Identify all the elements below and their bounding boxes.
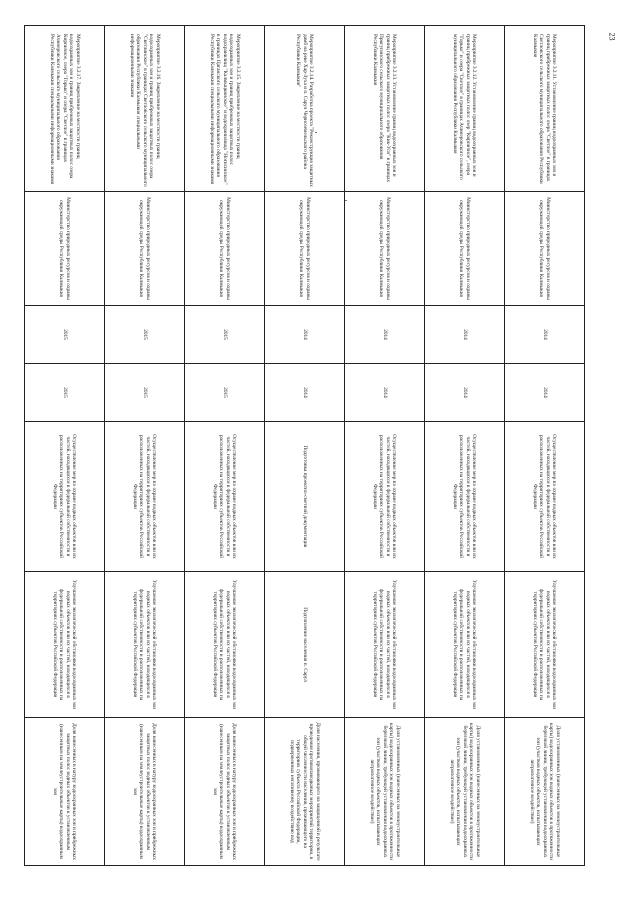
start-year-cell: 2014 xyxy=(265,306,345,364)
table-row xyxy=(265,26,345,866)
indicator-cell: Доля нанесенных в натуру водоохранных зон и прибрежных защитных полос водных объектов к установленным (нанесенным на землеустроительные карты) водоохранным зон xyxy=(25,718,105,866)
content-cell: Осуществление мер по охране водных объектов или их частей, находящихся в федеральной собственности и расположенных на территориях субъектов Российской Федерации xyxy=(425,422,505,572)
measure-cell: Мероприятие 3.2.17. Закрепление на местности границ водоохранных зон и границ прибрежных защитных полос озера Кирпичное, озера "Горько" и озера "Светлое" в границах Ачинеровского сельского муниципального образования Республики Калмыкия специальными информационными знаками xyxy=(25,26,105,192)
table-row xyxy=(505,26,585,866)
end-year-cell: 2014 xyxy=(425,364,505,422)
table-row xyxy=(25,26,105,866)
start-year-cell: 2014 xyxy=(425,306,505,364)
result-cell: Подтопление населения п. Сарул xyxy=(265,572,345,718)
content-cell: Подготовка проектно-сметной документации xyxy=(265,422,345,572)
result-cell: Улучшение экологической обстановки водоохранных зон водных объектов или их частей, находящихся в федеральной собственности и расположенных на территориях субъектов Российской Федерации xyxy=(425,572,505,718)
end-year-cell: 2015 xyxy=(25,364,105,422)
result-cell: Улучшение экологической обстановки водоохранных зон водных объектов или их частей, находящихся в федеральной собственности и расположенных на территориях субъектов Российской Федерации xyxy=(25,572,105,718)
measure-cell: Мероприятие 3.2.13. Установление границ водоохранных зон и границ прибрежных защитных полос озера "Кик-Усн" в границах Пригугинского сельского муниципального образования Республики Калмыкия xyxy=(345,26,425,192)
measure-cell: Мероприятие 3.2.12. Установление границ водоохранных зон и границ прибрежных защитных полос озер "Кирпичное", озера "Горько" и озера "Светлое" в границах Ачинеровского сельского муниципального образования Республики Калмыкия xyxy=(425,26,505,192)
measure-cell: Мероприятие 3.2.16. Закрепление на местности границ водоохранных зон и границ прибрежных защитных полос озера "Светлинское" в границах Светловского сельского муниципального образования Республики Калмыкия специальными информационными знаками xyxy=(105,26,185,192)
executor-cell: Министерство природных ресурсов и охраны окружающей среды Республики Калмыкия xyxy=(345,192,425,306)
table-row xyxy=(425,26,505,866)
table-row xyxy=(345,26,425,866)
executor-cell: Министерство природных ресурсов и охраны окружающей среды Республики Калмыкия xyxy=(425,192,505,306)
indicator-cell: Доля установленных (нанесенных на землеустроительные карты) водоохранных зон водных объектов в протяженности береговой линии, требующей установления водоохранных зон (участков водных объектов, испытывающих антропогенное воздействие) xyxy=(505,718,585,866)
table-row xyxy=(105,26,185,866)
content-cell: Осуществление мер по охране водных объектов или их частей, находящихся в федеральной собственности и расположенных на территориях субъектов Российской Федерации xyxy=(25,422,105,572)
indicator-cell: Доля нанесенных в натуру водоохранных зон и прибрежных защитных полос водных объектов к установленным (нанесенным на землеустроительные карты) водоохранным зон xyxy=(185,718,265,866)
content-cell: Осуществление мер по охране водных объектов или их частей, находящихся в федеральной собственности и расположенных на территориях субъектов Российской Федерации xyxy=(185,422,265,572)
indicator-cell: Доля установленных (нанесенных на землеустроительные карты) водоохранных зон водных объектов в протяженности береговой линии, требующей установления водоохранных зон (участков водных объектов, испытывающих антропогенное воздействие) xyxy=(425,718,505,866)
result-cell: Улучшение экологической обстановки водоохранных зон водных объектов или их частей, находящихся в федеральной собственности и расположенных на территориях субъектов Российской Федерации xyxy=(185,572,265,718)
result-cell: Улучшение экологической обстановки водоохранных зон водных объектов или их частей, находящихся в федеральной собственности и расположенных на территориях субъектов Российской Федерации xyxy=(105,572,185,718)
content-cell: Осуществление мер по охране водных объектов или их частей, находящихся в федеральной собственности и расположенных на территориях субъектов Российской Федерации xyxy=(105,422,185,572)
end-year-cell: 2014 xyxy=(265,364,345,422)
indicator-cell: Доля населения, проживающего на защищенной в результате проведения противопаводковых мероприятий территории, в общей численности населения, проживающего на территориях субъекта Российской Федерации, подверженных негативному воздействию вод xyxy=(265,718,345,866)
measure-cell: Мероприятие 3.2.11. Установление границ водоохранных зон и границ прибрежных защитных полос озера "Светлое" в границах Светловского сельского муниципального образования Республики Калмыкия xyxy=(505,26,585,192)
rotated-page xyxy=(25,25,585,865)
executor-cell: Министерство природных ресурсов и охраны окружающей среды Республики Калмыкия xyxy=(25,192,105,306)
start-year-cell: 2014 xyxy=(345,306,425,364)
content-cell: Осуществление мер по охране водных объектов или их частей, находящихся в федеральной собственности и расположенных на территориях субъектов Российской Федерации xyxy=(505,422,585,572)
end-year-cell: 2014 xyxy=(345,364,425,422)
program-measures-table xyxy=(24,25,585,866)
executor-cell: Министерство природных ресурсов и охраны окружающей среды Республики Калмыкия xyxy=(105,192,185,306)
start-year-cell: 2015 xyxy=(105,306,185,364)
end-year-cell: 2014 xyxy=(505,364,585,422)
page-number: 23 xyxy=(607,32,617,41)
executor-cell: Министерство природных ресурсов и охраны окружающей среды Республики Калмыкия xyxy=(265,192,345,306)
end-year-cell: 2015 xyxy=(105,364,185,422)
measure-cell: Мероприятие 3.2.14. Разработка проекта "Реконструкция защитных дамб на реке Хар-Зуха и п. Сарул Черноземельского района Республики Калмыкия" xyxy=(265,26,345,192)
start-year-cell: 2015 xyxy=(25,306,105,364)
indicator-cell: Доля установленных (нанесенных на землеустроительные карты) водоохранных зон водных объектов в протяженности береговой линии, требующей установления водоохранных зон (участков водных объектов, испытывающих антропогенное воздействие) xyxy=(345,718,425,866)
table-row xyxy=(185,26,265,866)
result-cell: Улучшение экологической обстановки водоохранных зон водных объектов или их частей, находящихся в федеральной собственности и расположенных на территориях субъектов Российской Федерации xyxy=(345,572,425,718)
measure-cell: Мероприятие 3.2.15. Закрепление на местности границ водоохранных зон и границ прибрежных защитных полос водохранилищ "Калмыцкинское" и водохранилища "Ногисинское" в границах Цаганского сельского муниципального образования Республики Калмыкия специальными информационными знаками xyxy=(185,26,265,192)
indicator-cell: Доля нанесенных в натуру водоохранных зон и прибрежных защитных полос водных объектов к установленным (нанесенным на землеустроительные карты) водоохранным зон xyxy=(105,718,185,866)
result-cell: Улучшение экологической обстановки водоохранных зон водных объектов или их частей, находящихся в федеральной собственности и расположенных на территориях субъектов Российской Федерации xyxy=(505,572,585,718)
start-year-cell: 2015 xyxy=(185,306,265,364)
executor-cell: Министерство природных ресурсов и охраны окружающей среды Республики Калмыкия xyxy=(185,192,265,306)
end-year-cell: 2015 xyxy=(185,364,265,422)
start-year-cell: 2014 xyxy=(505,306,585,364)
content-cell: Осуществление мер по охране водных объектов или их частей, находящихся в федеральной собственности и расположенных на территориях субъектов Российской Федерации xyxy=(345,422,425,572)
executor-cell: Министерство природных ресурсов и охраны окружающей среды Республики Калмыкия xyxy=(505,192,585,306)
